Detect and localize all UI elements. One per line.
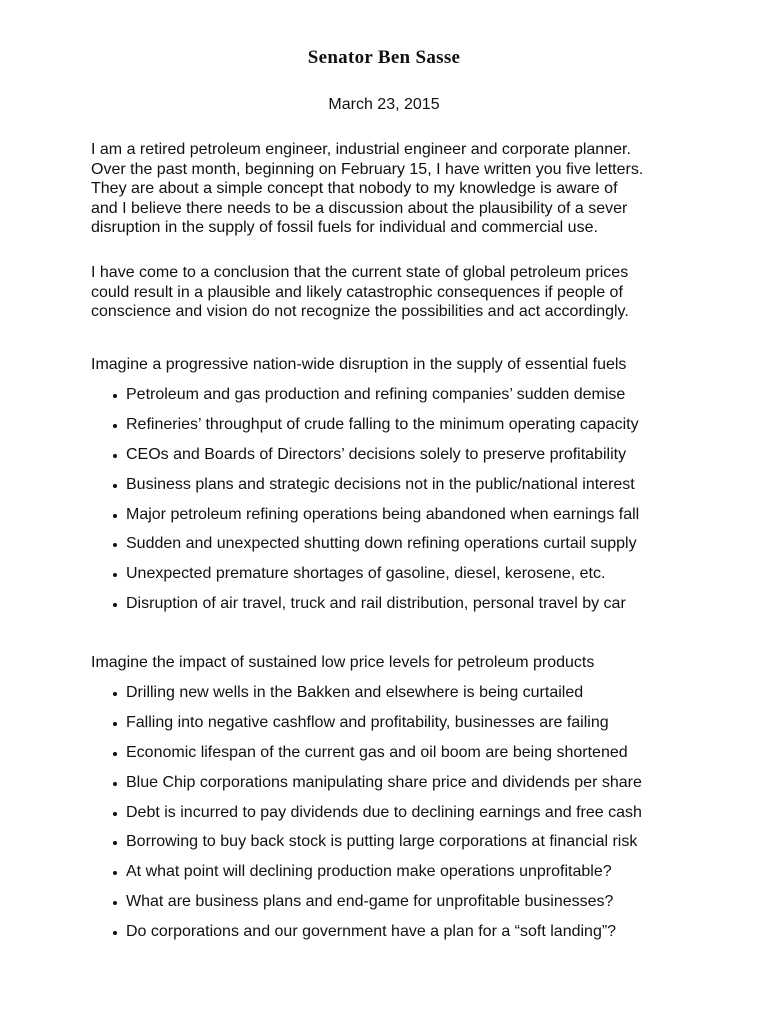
list-item-text: Falling into negative cashflow and profitability, businesses are failing [126,713,609,731]
list-item-text: Disruption of air travel, truck and rail distribution, personal travel by car [126,595,626,613]
list-item-text: Petroleum and gas production and refining companies’ sudden demise [126,386,626,403]
document-title: Senator Ben Sasse [307,47,461,68]
bullet-icon [113,394,117,398]
list-item-text: Unexpected premature shortages of gasoline, diesel, kerosene, etc. [126,565,606,583]
list-item [112,923,642,953]
list-item [112,416,639,446]
list-item-text: What are business plans and end-game for unprofitable businesses? [126,893,614,911]
list-item [112,774,642,804]
list-item [112,506,639,536]
bullet-list-disruption [112,386,639,625]
paragraph-line: conscience and vision do not recognize the possibilities and act accordingly. [91,303,629,320]
list-item [112,386,639,416]
list-item [112,684,642,714]
paragraph-line: I am a retired petroleum engineer, industrial engineer and corporate planner. [91,141,631,158]
list-item-text: Major petroleum refining operations being abandoned when earnings fall [126,505,640,523]
bullet-icon [113,603,117,607]
paragraph-line: I have come to a conclusion that the current state of global petroleum prices [91,264,629,281]
list-item-text: Refineries’ throughput of crude falling to the minimum operating capacity [126,415,639,433]
paragraph-conclusion [91,263,711,322]
list-item-text: CEOs and Boards of Directors’ decisions solely to preserve profitability [126,445,627,463]
list-item-text: At what point will declining production make operations unprofitable? [126,863,612,881]
paragraph-line: and I believe there needs to be a discussion about the plausibility of a sever [91,199,628,217]
list-item-text: Blue Chip corporations manipulating share price and dividends per share [126,773,642,791]
bullet-icon [113,931,117,935]
list-item-text: Drilling new wells in the Bakken and elsewhere is being curtailed [126,684,584,701]
list-item-text: Business plans and strategic decisions not in the public/national interest [126,475,635,493]
list-item [112,863,642,893]
list-item-text: Sudden and unexpected shutting down refining operations curtail supply [126,535,637,553]
list-item [112,476,639,506]
list-item [112,446,639,476]
list-item [112,565,639,595]
list-item-text: Borrowing to buy back stock is putting large corporations at financial risk [126,833,638,851]
bullet-icon [113,484,117,488]
bullet-icon [113,841,117,845]
paragraph-line: could result in a plausible and likely catastrophic consequences if people of [91,283,623,301]
list-item-text: Debt is incurred to pay dividends due to declining earnings and free cash [126,803,642,821]
list-item [112,833,642,863]
bullet-icon [113,573,117,577]
section-heading-disruption: Imagine a progressive nation-wide disruption in the supply of essential fuels [91,356,627,373]
list-item [112,714,642,744]
list-item [112,744,642,774]
paragraph-line: Over the past month, beginning on February 15, I have written you five letters. [91,160,644,178]
list-item [112,893,642,923]
paragraph-intro [91,140,711,238]
bullet-icon [113,901,117,905]
list-item [112,535,639,565]
list-item-text: Do corporations and our government have a plan for a “soft landing”? [126,923,617,941]
list-item [112,804,642,834]
bullet-icon [113,722,117,726]
bullet-icon [113,692,117,696]
bullet-icon [113,424,117,428]
list-item-text: Economic lifespan of the current gas and oil boom are being shortened [126,743,628,761]
list-item [112,595,639,625]
bullet-icon [113,782,117,786]
document-date: March 23, 2015 [328,96,440,113]
paragraph-line: They are about a simple concept that nobody to my knowledge is aware of [91,180,618,197]
bullet-icon [113,514,117,518]
bullet-icon [113,812,117,816]
bullet-list-low-prices [112,684,642,953]
bullet-icon [113,543,117,547]
bullet-icon [113,871,117,875]
paragraph-line: disruption in the supply of fossil fuels for individual and commercial use. [91,219,598,236]
bullet-icon [113,752,117,756]
section-heading-low-prices: Imagine the impact of sustained low price levels for petroleum products [91,654,595,671]
bullet-icon [113,454,117,458]
